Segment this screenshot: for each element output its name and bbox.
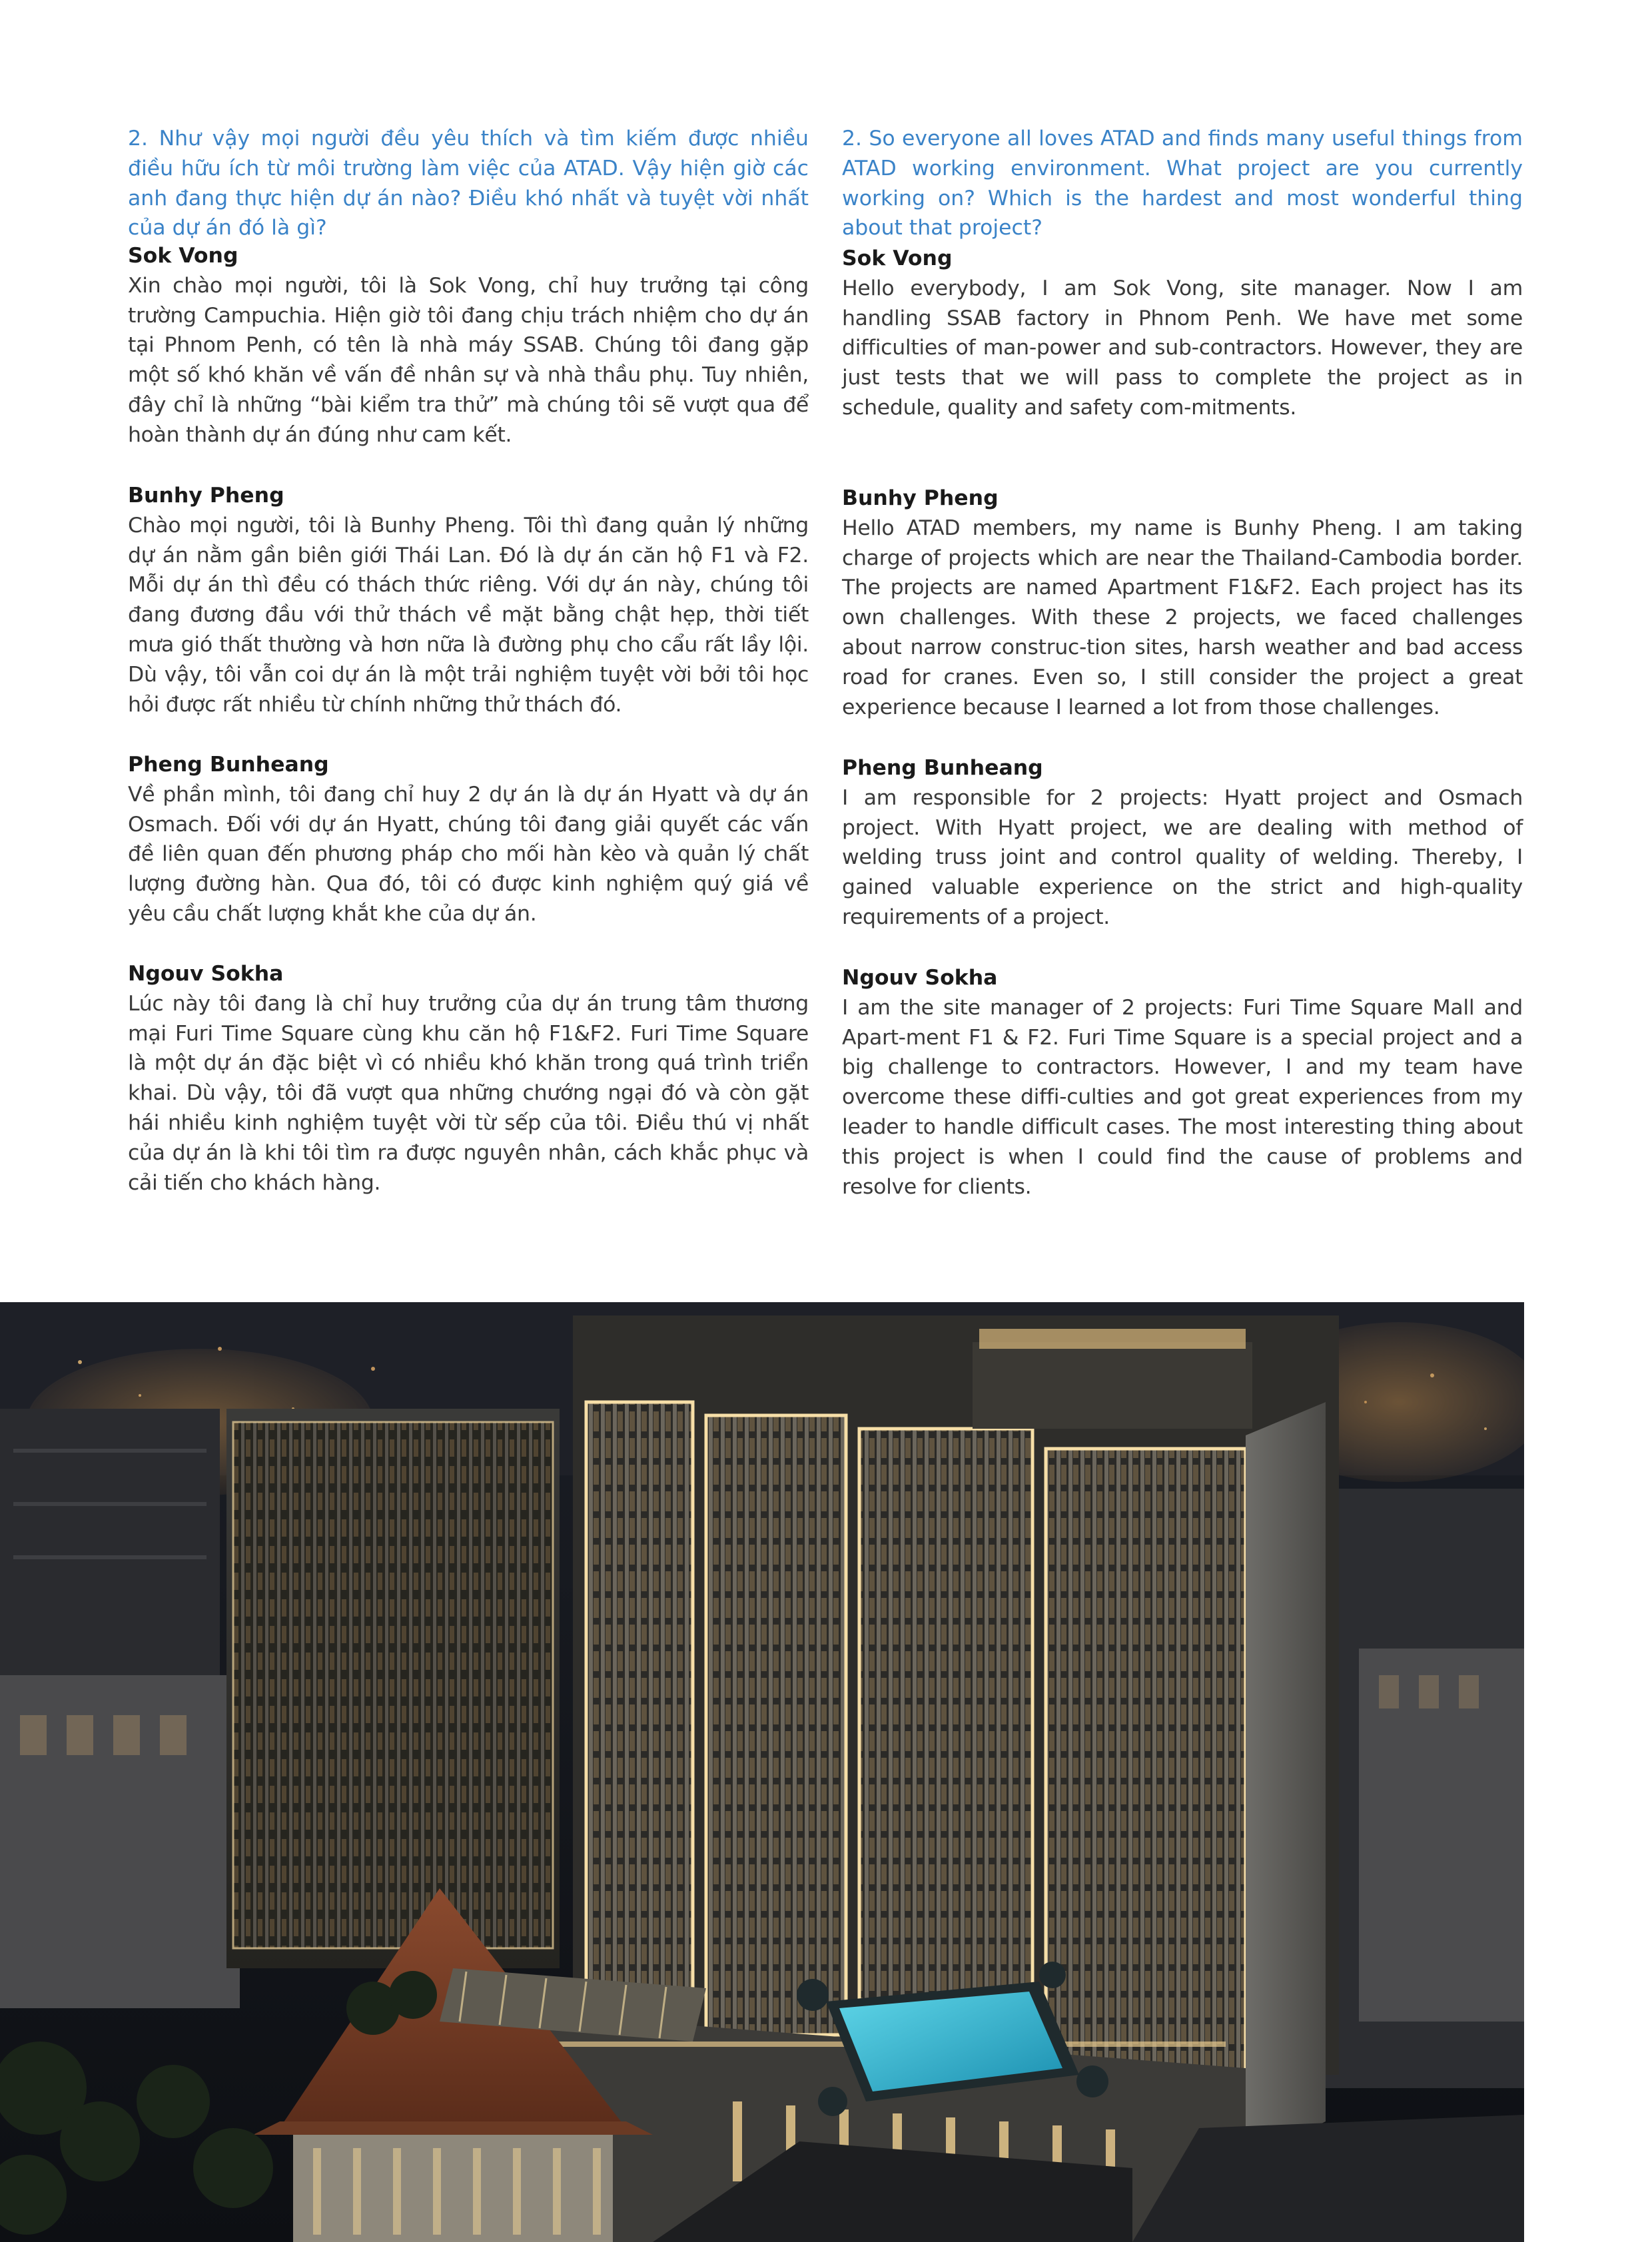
answer-name: Sok Vong	[842, 246, 953, 270]
answer-en-bunhy-pheng	[842, 484, 1523, 722]
answer-text: Về phần mình, tôi đang chỉ huy 2 dự án là dự án Hyatt và dự án Osmach. Đối với dự án Hyatt, chúng tôi đang giải quyết các vấn đề liên quan đến phương pháp cho mối hàn kèo và quản lý chất lượng đường hàn. Qua đó, tôi có được kinh nghiệm quý giá về yêu cầu chất lượng khắt khe của dự án.	[128, 782, 809, 926]
answer-name: Bunhy Pheng	[128, 484, 284, 508]
building-night-photo	[0, 1302, 1524, 2242]
question-vi: 2. Như vậy mọi người đều yêu thích và tìm kiếm được nhiều điều hữu ích từ môi trường làm việc của ATAD. Vậy hiện giờ các anh đang thực hiện dự án nào? Điều khó nhất và tuyệt vời nhất của dự án đó là gì?	[128, 127, 809, 240]
english-column	[842, 124, 1523, 1199]
answer-en-sok-vong	[842, 244, 1523, 423]
building-illustration	[0, 1302, 1524, 2242]
answer-name: Pheng Bunheang	[128, 753, 329, 777]
answer-text: I am responsible for 2 projects: Hyatt project and Osmach project. With Hyatt project, we are dealing with method of welding truss joint and control quality of welding. Thereby, I gained valuable experience on the strict and high-quality requirements of a project.	[842, 785, 1523, 929]
answer-en-ngouv-sokha	[842, 963, 1523, 1202]
answer-vi-bunhy-pheng	[128, 481, 809, 719]
answer-name: Pheng Bunheang	[842, 756, 1043, 780]
question-en: 2. So everyone all loves ATAD and finds many useful things from ATAD working environment. What project are you currently working on? Which is the hardest and most wonderful thing about that project?	[842, 127, 1523, 240]
answer-name: Sok Vong	[128, 244, 238, 268]
answer-vi-sok-vong	[128, 241, 809, 450]
answer-text: Chào mọi người, tôi là Bunhy Pheng. Tôi thì đang quản lý những dự án nằm gần biên giới Thái Lan. Đó là dự án căn hộ F1 và F2. Mỗi dự án thì đều có thách thức riêng. Với dự án này, chúng tôi đang đương đầu với thử thách về mặt bằng chật hẹp, thời tiết mưa gió thất thường và hơn nữa là đường phụ cho cẩu rất lầy lội. Dù vậy, tôi vẫn coi dự án là một trải nghiệm tuyệt vời bởi tôi học hỏi được rất nhiều từ chính những thử thách đó.	[128, 513, 809, 717]
answer-text: I am the site manager of 2 projects: Furi Time Square Mall and Apart-ment F1 & F2. Furi Time Square is a special project and a big challenge to contractors. However, I and my team have overcome these diffi-culties and got great experiences from my leader to handle difficult cases. The most interesting thing about this project is when I could find the cause of problems and resolve for clients.	[842, 995, 1523, 1199]
answer-vi-pheng-bunheang	[128, 750, 809, 929]
answer-text: Lúc này tôi đang là chỉ huy trưởng của dự án trung tâm thương mại Furi Time Square cùng khu căn hộ F1&F2. Furi Time Square là một dự án đặc biệt vì có nhiều khó khăn trong quá trình triển khai. Dù vậy, tôi đã vượt qua những chướng ngại đó và còn gặt hái nhiều kinh nghiệm tuyệt vời từ sếp của tôi. Điều thú vị nhất của dự án là khi tôi tìm ra được nguyên nhân, cách khắc phục và cải tiến cho khách hàng.	[128, 991, 809, 1195]
answer-name: Ngouv Sokha	[842, 966, 998, 990]
answer-name: Ngouv Sokha	[128, 962, 284, 986]
answer-text: Hello everybody, I am Sok Vong, site manager. Now I am handling SSAB factory in Phnom Penh. We have met some difficulties of man-power and sub-contractors. However, they are just tests that we will pass to complete the project as in schedule, quality and safety com-mitments.	[842, 276, 1523, 420]
answer-text: Xin chào mọi người, tôi là Sok Vong, chỉ huy trưởng tại công trường Campuchia. Hiện giờ tôi đang chịu trách nhiệm cho dự án tại Phnom Penh, có tên là nhà máy SSAB. Chúng tôi đang gặp một số khó khăn về vấn đề nhân sự và nhà thầu phụ. Tuy nhiên, đây chỉ là những “bài kiểm tra thử” mà chúng tôi sẽ vượt qua để hoàn thành dự án đúng như cam kết.	[128, 273, 809, 447]
answer-name: Bunhy Pheng	[842, 486, 999, 510]
answer-en-pheng-bunheang	[842, 753, 1523, 933]
vietnamese-column	[128, 124, 809, 1195]
answer-vi-ngouv-sokha	[128, 959, 809, 1198]
answer-text: Hello ATAD members, my name is Bunhy Pheng. I am taking charge of projects which are near the Thailand-Cambodia border. The projects are named Apartment F1&F2. Each project has its own challenges. With these 2 projects, we faced challenges about narrow construc-tion sites, harsh weather and bad access road for cranes. Even so, I still consider the project a great experience because I learned a lot from those challenges.	[842, 516, 1523, 719]
